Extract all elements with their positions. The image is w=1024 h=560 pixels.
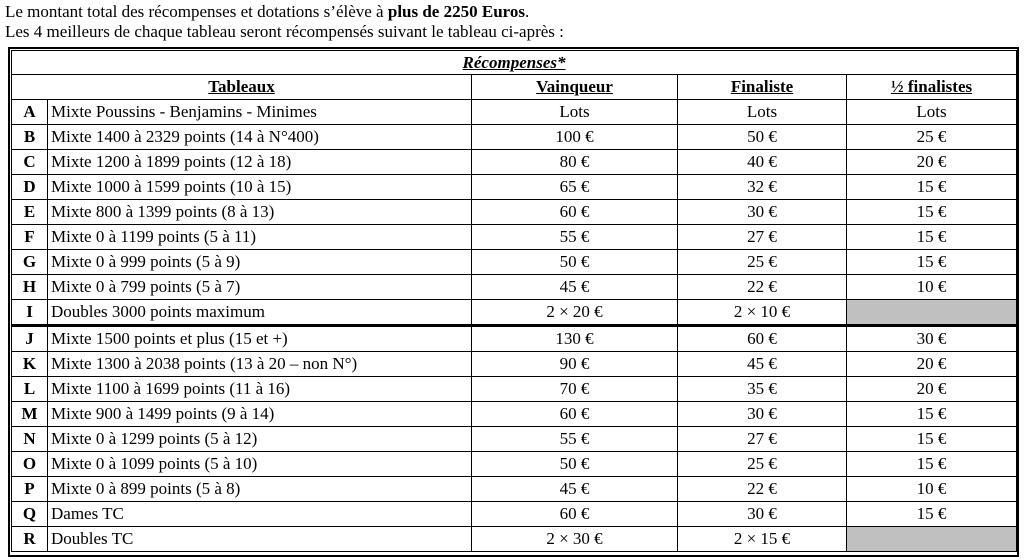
row-vainqueur-value: 50 € [472,452,678,477]
row-vainqueur-value: 2 × 30 € [472,527,678,552]
row-letter: L [12,377,48,402]
row-finaliste-value: 22 € [678,477,847,502]
row-letter: M [12,402,48,427]
row-demi-finalistes-value: 15 € [847,250,1017,275]
row-tableau-name: Mixte 800 à 1399 points (8 à 13) [48,200,472,225]
row-letter: E [12,200,48,225]
header-finaliste: Finaliste [678,75,847,100]
row-vainqueur-value: 55 € [472,225,678,250]
row-finaliste-value: 35 € [678,377,847,402]
table-row [12,527,1017,552]
row-letter: H [12,275,48,300]
header-row [12,75,1017,100]
row-demi-finalistes-value: 30 € [847,326,1017,352]
row-vainqueur-value: 65 € [472,175,678,200]
row-finaliste-value: 30 € [678,200,847,225]
row-tableau-name: Mixte 0 à 799 points (5 à 7) [48,275,472,300]
header-vainqueur: Vainqueur [472,75,678,100]
row-finaliste-value: 60 € [678,326,847,352]
row-vainqueur-value: 50 € [472,250,678,275]
table-row [12,402,1017,427]
row-demi-finalistes-value: 15 € [847,452,1017,477]
row-tableau-name: Dames TC [48,502,472,527]
table-row [12,377,1017,402]
row-tableau-name: Mixte 900 à 1499 points (9 à 14) [48,402,472,427]
row-finaliste-value: 30 € [678,502,847,527]
table-row [12,275,1017,300]
row-demi-finalistes-value: 20 € [847,352,1017,377]
row-demi-finalistes-value [847,300,1017,326]
table-row [12,477,1017,502]
header-tableaux: Tableaux [12,75,472,100]
intro-total-amount: plus de 2250 Euros [387,2,526,21]
row-finaliste-value: 45 € [678,352,847,377]
row-demi-finalistes-value: 15 € [847,225,1017,250]
table-row [12,150,1017,175]
row-demi-finalistes-value: 15 € [847,200,1017,225]
row-tableau-name: Mixte 0 à 1299 points (5 à 12) [48,427,472,452]
row-tableau-name: Mixte 1300 à 2038 points (13 à 20 – non N°) [48,352,472,377]
row-demi-finalistes-value: 20 € [847,377,1017,402]
row-tableau-name: Mixte 1200 à 1899 points (12 à 18) [48,150,472,175]
row-tableau-name: Mixte 0 à 999 points (5 à 9) [48,250,472,275]
row-letter: I [12,300,48,326]
intro-line-1-prefix: Le montant total des récompenses et dotations s’élève à [5,2,388,21]
row-demi-finalistes-value: 10 € [847,477,1017,502]
row-vainqueur-value: 80 € [472,150,678,175]
row-demi-finalistes-value: 15 € [847,427,1017,452]
table-row [12,250,1017,275]
row-vainqueur-value: 2 × 20 € [472,300,678,326]
row-demi-finalistes-value: 15 € [847,402,1017,427]
table-row [12,452,1017,477]
row-letter: O [12,452,48,477]
table-row [12,300,1017,326]
row-finaliste-value: 27 € [678,427,847,452]
row-finaliste-value: 25 € [678,452,847,477]
header-demi-finalistes: ½ finalistes [847,75,1017,100]
row-tableau-name: Mixte Poussins - Benjamins - Minimes [48,100,472,125]
row-demi-finalistes-value: 15 € [847,175,1017,200]
row-finaliste-value: Lots [678,100,847,125]
row-vainqueur-value: 45 € [472,477,678,502]
row-letter: K [12,352,48,377]
row-demi-finalistes-value: 10 € [847,275,1017,300]
row-letter: R [12,527,48,552]
row-tableau-name: Doubles 3000 points maximum [48,300,472,326]
row-vainqueur-value: 70 € [472,377,678,402]
row-demi-finalistes-value: 15 € [847,502,1017,527]
row-letter: N [12,427,48,452]
row-letter: F [12,225,48,250]
row-tableau-name: Mixte 0 à 1199 points (5 à 11) [48,225,472,250]
row-tableau-name: Doubles TC [48,527,472,552]
row-demi-finalistes-value [847,527,1017,552]
row-letter: B [12,125,48,150]
table-row [12,352,1017,377]
table-row [12,225,1017,250]
row-tableau-name: Mixte 1500 points et plus (15 et +) [48,326,472,352]
row-vainqueur-value: 45 € [472,275,678,300]
intro-line-2: Les 4 meilleurs de chaque tableau seront récompensés suivant le tableau ci-après : [5,22,564,41]
table-row [12,502,1017,527]
table-row [12,200,1017,225]
table-row [12,427,1017,452]
row-letter: A [12,100,48,125]
row-vainqueur-value: 130 € [472,326,678,352]
row-vainqueur-value: 90 € [472,352,678,377]
row-finaliste-value: 25 € [678,250,847,275]
row-tableau-name: Mixte 1400 à 2329 points (14 à N°400) [48,125,472,150]
table-title: Récompenses* [12,51,1017,75]
row-finaliste-value: 32 € [678,175,847,200]
intro-line-1-suffix: . [525,2,530,21]
row-vainqueur-value: Lots [472,100,678,125]
row-letter: C [12,150,48,175]
row-vainqueur-value: 60 € [472,502,678,527]
row-vainqueur-value: 55 € [472,427,678,452]
row-finaliste-value: 50 € [678,125,847,150]
intro-text [5,2,564,42]
row-tableau-name: Mixte 1000 à 1599 points (10 à 15) [48,175,472,200]
table-row [12,125,1017,150]
table-row [12,175,1017,200]
row-finaliste-value: 27 € [678,225,847,250]
row-vainqueur-value: 60 € [472,200,678,225]
row-demi-finalistes-value: Lots [847,100,1017,125]
row-finaliste-value: 30 € [678,402,847,427]
row-letter: Q [12,502,48,527]
row-tableau-name: Mixte 0 à 1099 points (5 à 10) [48,452,472,477]
row-letter: P [12,477,48,502]
row-finaliste-value: 40 € [678,150,847,175]
row-demi-finalistes-value: 25 € [847,125,1017,150]
intro-line-1 [5,2,564,22]
table-row [12,100,1017,125]
row-vainqueur-value: 100 € [472,125,678,150]
row-letter: J [12,326,48,352]
row-letter: D [12,175,48,200]
row-letter: G [12,250,48,275]
row-vainqueur-value: 60 € [472,402,678,427]
row-finaliste-value: 22 € [678,275,847,300]
row-demi-finalistes-value: 20 € [847,150,1017,175]
row-tableau-name: Mixte 1100 à 1699 points (11 à 16) [48,377,472,402]
row-tableau-name: Mixte 0 à 899 points (5 à 8) [48,477,472,502]
row-finaliste-value: 2 × 10 € [678,300,847,326]
row-finaliste-value: 2 × 15 € [678,527,847,552]
table-row [12,326,1017,352]
rewards-table [11,50,1017,552]
